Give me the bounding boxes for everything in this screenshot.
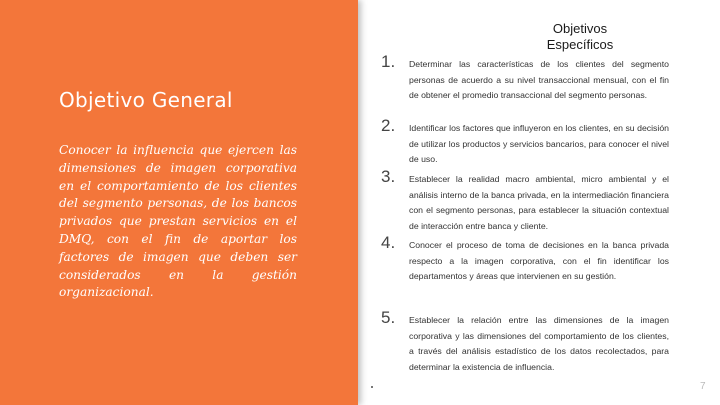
objective-text: Identificar los factores que influyeron en los clientes, en su decisión de utilizar los productos y servicios bancarios, para conocer el nivel de uso. [409,123,669,164]
objective-text: Establecer la relación entre las dimensiones de la imagen corporativa y las dimensiones del comportamiento de los clientes, a través del análisis estadístico de los datos recolectados, para determinar la existencia de influencia. [409,315,669,372]
general-objective-text: Conocer la influencia que ejercen las dimensiones de imagen corporativa en el comportamiento de los clientes del segmento personas, de los bancos privados que prestan servicios en el DMQ, con el fin de aportar los factores de imagen que deben ser considerados en la gestión organizacional. [59,143,297,300]
objective-number: 4. [381,233,396,252]
objective-text: Determinar las características de los clientes del segmento personas de acuerdo a su nivel transaccional mensual, con el fin de obtener el promedio transaccional del segmento personas. [409,59,669,100]
objective-number: 1. [381,52,396,71]
objective-text: Establecer la realidad macro ambiental, micro ambiental y el análisis interno de la banca privada, en la intermediación financiera con el segmento personas, para establecer la situación contextual de interacción entre banca y cliente. [409,174,669,231]
objective-number: 3. [381,167,396,186]
decorative-dot [371,386,373,388]
general-objective-title: Objetivo General [59,88,233,112]
page-number: 7 [700,381,706,392]
objective-number: 2. [381,116,396,135]
objective-text: Conocer el proceso de toma de decisiones en la banca privada respecto a la imagen corporativa, con el fin identificar los departamentos y áreas que intervienen en su gestión. [409,240,669,281]
specific-objectives-title: Objetivos Específicos [546,21,614,52]
objective-number: 5. [381,308,396,327]
orange-panel [0,0,358,405]
